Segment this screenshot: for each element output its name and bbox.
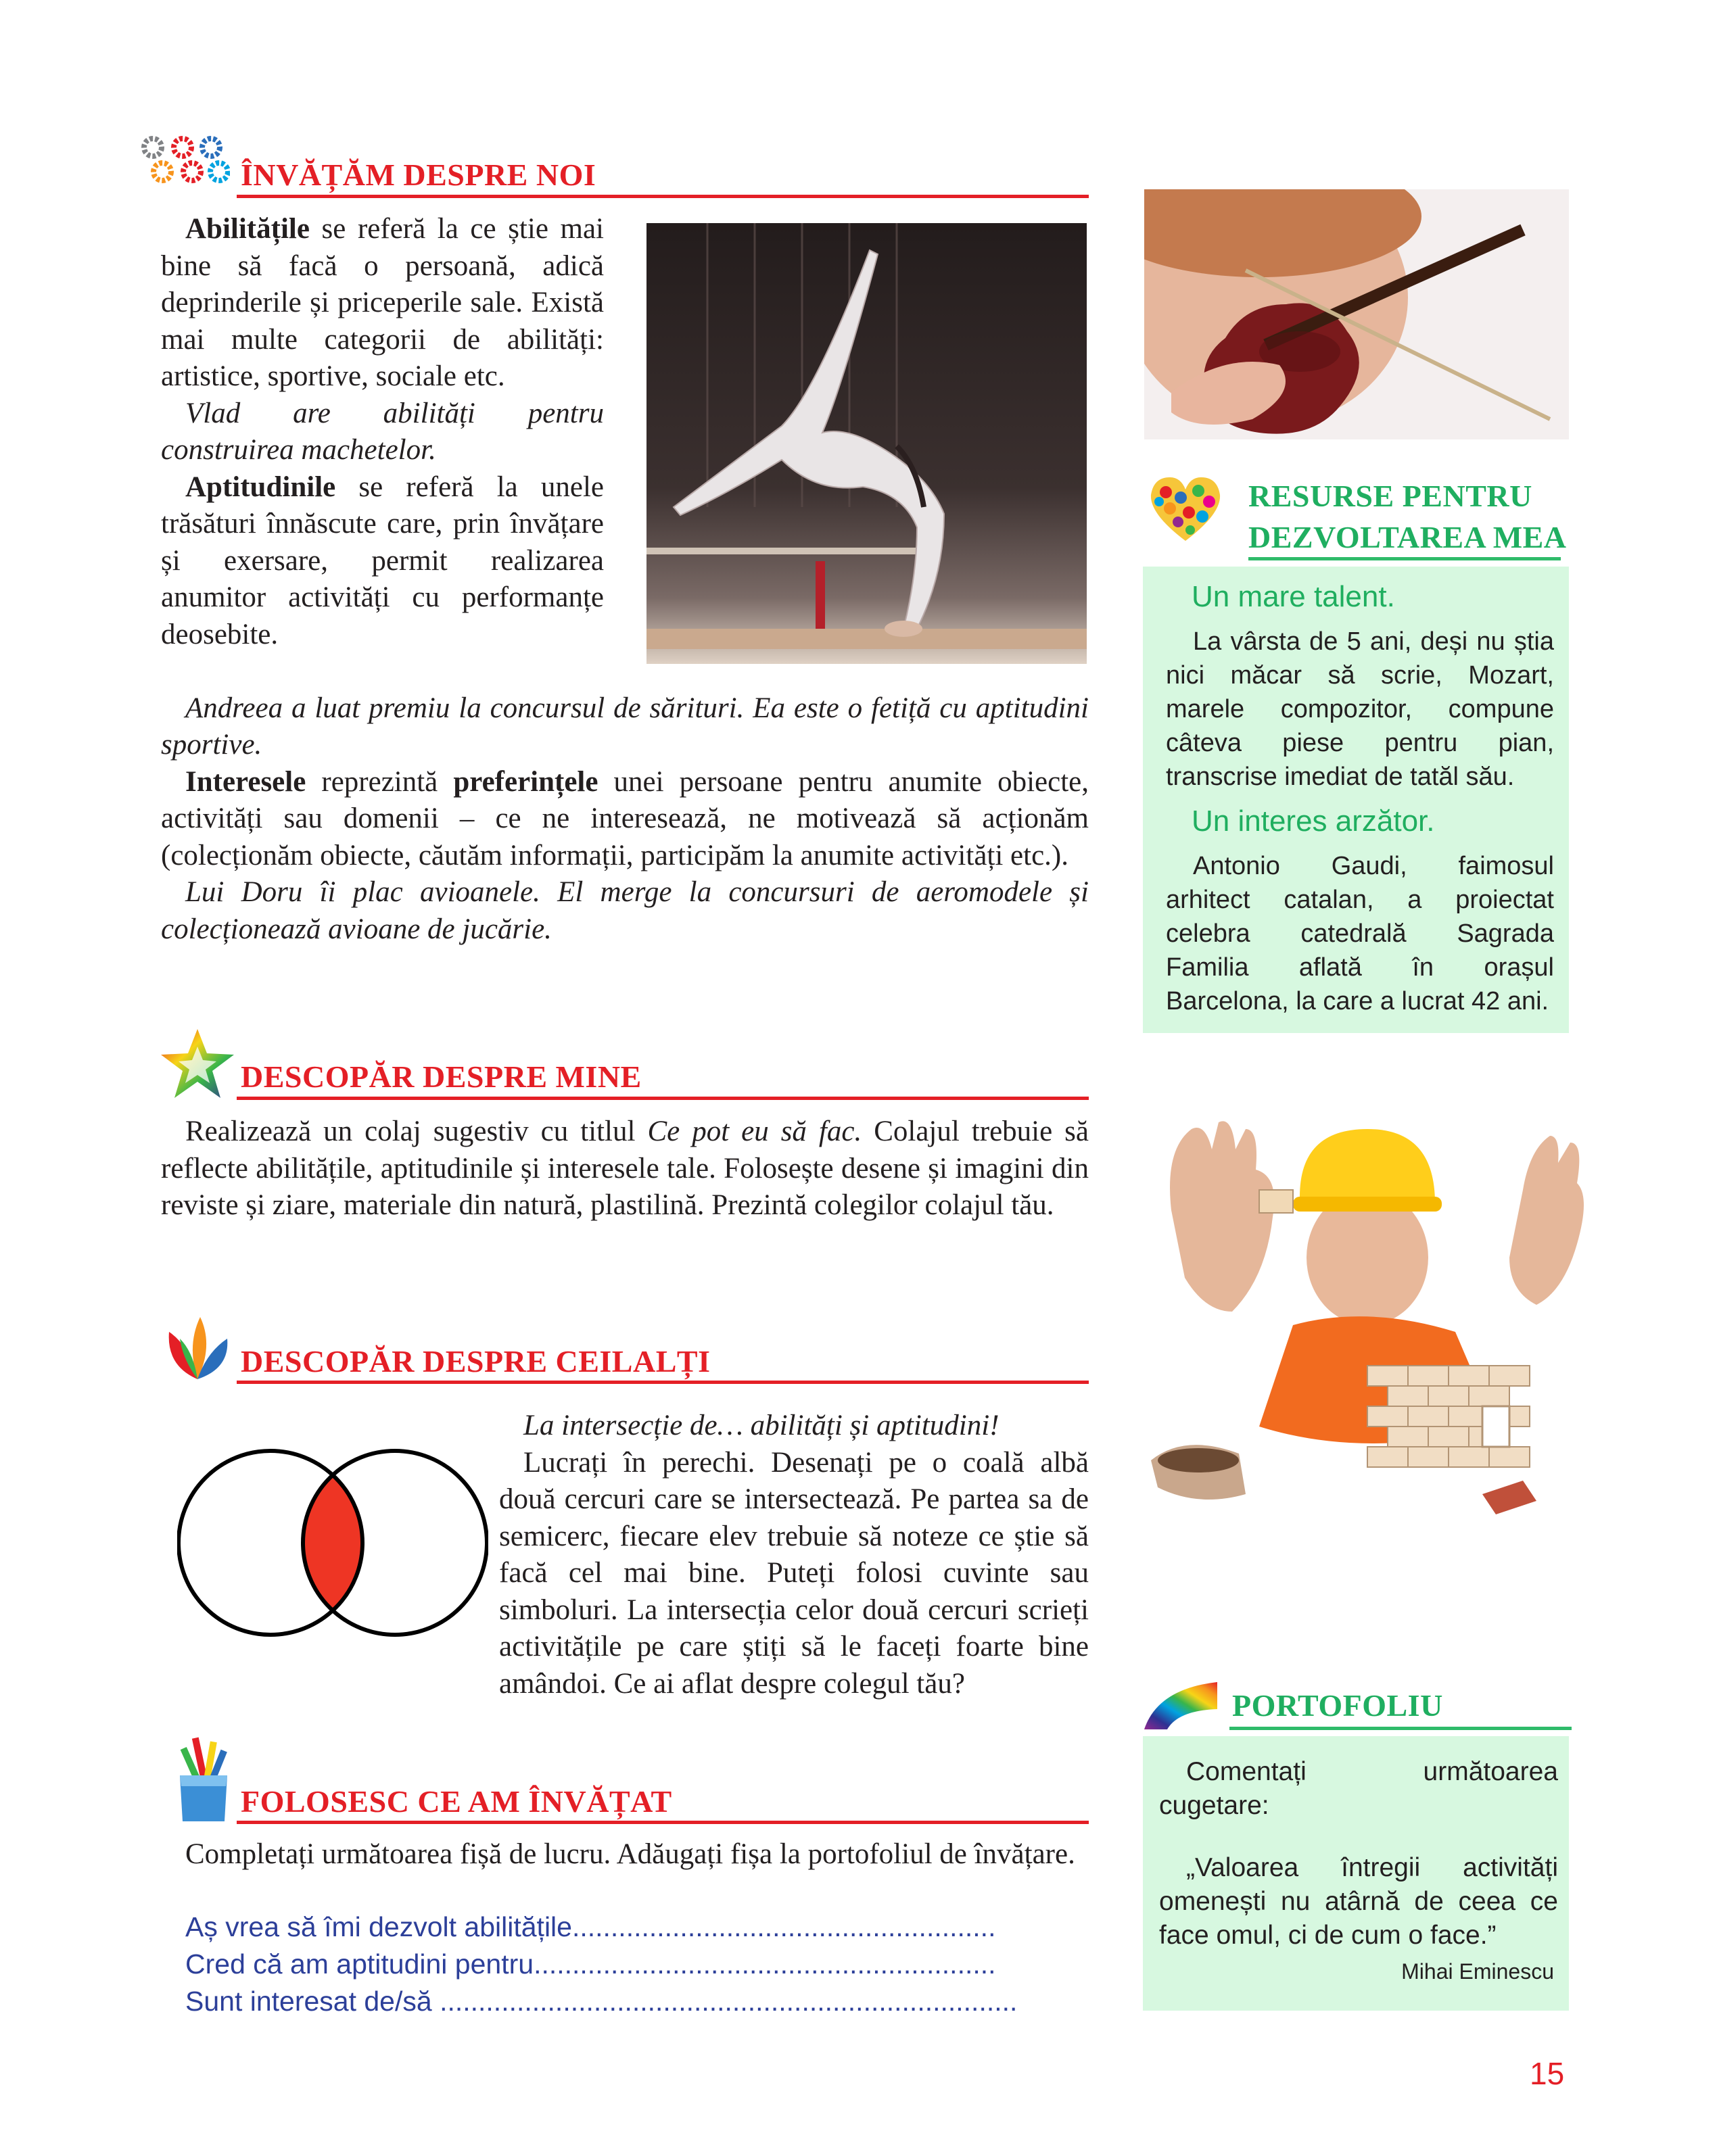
- heart-flowers-icon: [1146, 473, 1225, 545]
- section-title-discover-me: DESCOPĂR DESPRE MINE: [241, 1059, 642, 1094]
- resources-panel: [1143, 567, 1569, 1033]
- term-preferences: preferințele: [453, 765, 598, 798]
- section-rule: [237, 1821, 1089, 1824]
- portfolio-intro: Comentați următoarea cugetare:: [1159, 1757, 1558, 1820]
- star-icon: [157, 1026, 238, 1101]
- venn-diagram: [177, 1408, 488, 1678]
- collage-title: Ce pot eu să fac.: [647, 1116, 862, 1147]
- resource-heading-talent: Un mare talent.: [1192, 580, 1395, 613]
- section-rule: [237, 1381, 1089, 1384]
- resources-rule: [1248, 557, 1561, 560]
- worksheet-line-abilities: Aș vrea să îmi dezvolt abilitățile.......................................................: [185, 1911, 996, 1942]
- example-vlad: Vlad are abilități pentru construirea machetelor.: [161, 397, 604, 466]
- section-title-discover-others: DESCOPĂR DESPRE CEILALȚI: [241, 1344, 711, 1379]
- interests-block: [161, 653, 1089, 948]
- collage-text-rest: Colajul trebuie să reflecte abilitățile, aptitudinile și interesele tale. Folosește desene și imagini din reviste și ziare, materiale din natură, plastilină. Prezintă colegilor colajul tău.: [161, 1116, 1089, 1221]
- section-title-apply: FOLOSESC CE AM ÎNVĂȚAT: [241, 1784, 672, 1819]
- deosebite-line: [161, 653, 1089, 690]
- interests-definition: unei persoane pentru anumite obiecte, activități sau domenii – ce ne interesează, ne motivează să acționăm (colecționăm obiecte, căutăm informații, participăm la anumite activități etc.).: [161, 765, 1089, 871]
- leaf-icon: [160, 1312, 235, 1383]
- pencil-cup-icon: [173, 1735, 234, 1824]
- abilities-paragraph: [161, 211, 604, 653]
- resources-title-line1: RESURSE PENTRU: [1248, 479, 1532, 513]
- gears-icon: [135, 133, 230, 187]
- portfolio-quote: „Valoarea întregii activități omenești nu atârnă de ceea ce face omul, ci de cum o face.”: [1159, 1853, 1558, 1950]
- collage-text: Realizează un colaj sugestiv cu titlul: [185, 1116, 648, 1147]
- aptitudes-definition: se referă la unele trăsături înnăscute care, prin învățare și exersare, permit realizarea anumitor activități cu performanțe deosebite.: [161, 471, 604, 650]
- example-andreea: Andreea a luat premiu la concursul de sărituri. Ea este o fetiță cu aptitudini sportive.: [161, 692, 1089, 761]
- resource-text-gaudi: Antonio Gaudi, faimosul arhitect catalan, a proiectat celebra catedrală Sagrada Familia aflată în orașul Barcelona, la care a lucrat 42 ani.: [1166, 852, 1554, 1015]
- worksheet-line-interests: Sunt interesat de/să ...........................................................................: [185, 1986, 1018, 2017]
- builder-boy-photo: [1144, 1109, 1601, 1533]
- quote-author: Mihai Eminescu: [1401, 1959, 1554, 1984]
- term-interests: Interesele: [185, 765, 306, 798]
- intersection-instructions: Lucrați în perechi. Desenați pe o coală albă două cercuri care se intersectează. Pe partea sa de semicerc, fiecare elev trebuie să noteze ce știe să facă cel mai bine. Puteți folosi cuvinte sau simboluri. La intersecția celor două cercuri scrieți activitățile pe care știți să le faceți foarte bine amândoi. Ce ai aflat despre colegul tău?: [499, 1446, 1089, 1700]
- interests-connector: reprezintă: [306, 765, 454, 798]
- term-aptitudes: Aptitudinile: [185, 471, 336, 503]
- example-doru: Lui Doru îi plac avioanele. El merge la concursuri de aeromodele și colecționează avioane de jucărie.: [161, 876, 1089, 945]
- portfolio-panel: [1143, 1736, 1569, 2011]
- intersection-subtitle: La intersecție de… abilități și aptitudini!: [523, 1410, 999, 1441]
- portfolio-rule: [1229, 1727, 1572, 1730]
- worksheet-line-aptitudes: Cred că am aptitudini pentru............................................................: [185, 1948, 996, 1980]
- abilities-definition: se referă la ce știe mai bine să facă o persoană, adică deprinderile și priceperile sale. Există mai multe categorii de abilități: artistice, sportive, sociale etc.: [161, 213, 604, 392]
- worksheet-instructions: Completați următoarea fișă de lucru. Adăugați fișa la portofoliul de învățare.: [185, 1838, 1075, 1870]
- resources-title-line2: DEZVOLTAREA MEA: [1248, 520, 1567, 554]
- gymnast-photo: [646, 223, 1087, 664]
- portfolio-title: PORTOFOLIU: [1232, 1688, 1443, 1723]
- intersection-activity: [499, 1408, 1089, 1702]
- section-title-learning: ÎNVĂȚĂM DESPRE NOI: [241, 158, 596, 192]
- resource-text-mozart: La vârsta de 5 ani, deși nu știa nici măcar să scrie, Mozart, marele compozitor, compune câteva piese pentru pian, transcrise imediat de tatăl său.: [1166, 627, 1554, 791]
- resource-heading-interest: Un interes arzător.: [1192, 805, 1435, 838]
- rainbow-icon: [1144, 1682, 1217, 1729]
- worksheet-paragraph: [161, 1836, 1089, 1873]
- section-rule: [237, 195, 1089, 198]
- section-rule: [237, 1097, 1089, 1100]
- violin-photo: [1144, 189, 1569, 439]
- collage-paragraph: [161, 1113, 1089, 1224]
- term-abilities: Abilitățile: [185, 213, 310, 245]
- page-number: 15: [1530, 2056, 1565, 2091]
